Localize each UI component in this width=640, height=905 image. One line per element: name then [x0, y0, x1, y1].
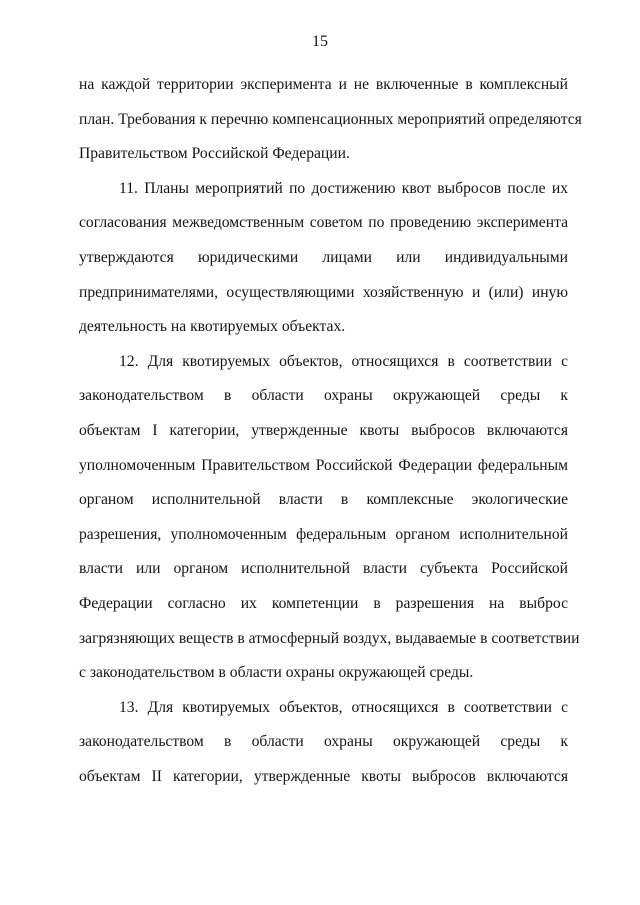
- text-line: Федерации согласно их компетенции в разрешения на выброс: [79, 594, 568, 612]
- text-line: Правительством Российской Федерации.: [79, 145, 350, 163]
- text-line: законодательством в области охраны окружающей среды к: [79, 733, 568, 751]
- paragraph-12-first-line: 12. Для квотируемых объектов, относящихся в соответствии с: [119, 352, 568, 370]
- text-line: уполномоченным Правительством Российской Федерации федеральным: [79, 456, 568, 474]
- text-line: органом исполнительной власти в комплексные экологические: [79, 491, 568, 509]
- text-line: с законодательством в области охраны окружающей среды.: [79, 664, 474, 682]
- text-line: деятельность на квотируемых объектах.: [79, 318, 346, 336]
- text-line: согласования межведомственным советом по проведению эксперимента: [79, 214, 568, 232]
- text-line: объектам I категории, утвержденные квоты выбросов включаются: [79, 421, 568, 439]
- text-line: предпринимателями, осуществляющими хозяйственную и (или) иную: [79, 283, 568, 301]
- text-line: законодательством в области охраны окружающей среды к: [79, 387, 568, 405]
- text-line: загрязняющих веществ в атмосферный воздух, выдаваемые в соответствии: [79, 629, 580, 647]
- text-line: на каждой территории эксперимента и не включенные в комплексный: [79, 76, 568, 93]
- text-line: объектам II категории, утвержденные квоты выбросов включаются: [79, 767, 568, 785]
- document-body: [79, 68, 582, 794]
- text-line: утверждаются юридическими лицами или индивидуальными: [79, 248, 568, 266]
- text-line: разрешения, уполномоченным федеральным органом исполнительной: [79, 525, 568, 543]
- paragraph-13-first-line: 13. Для квотируемых объектов, относящихся в соответствии с: [119, 698, 568, 716]
- paragraph-11-first-line: 11. Планы мероприятий по достижению квот выбросов после их: [119, 179, 568, 197]
- page-number: 15: [312, 33, 328, 50]
- text-line: власти или органом исполнительной власти субъекта Российской: [79, 560, 568, 578]
- text-line: план. Требования к перечню компенсационных мероприятий определяются: [79, 110, 582, 128]
